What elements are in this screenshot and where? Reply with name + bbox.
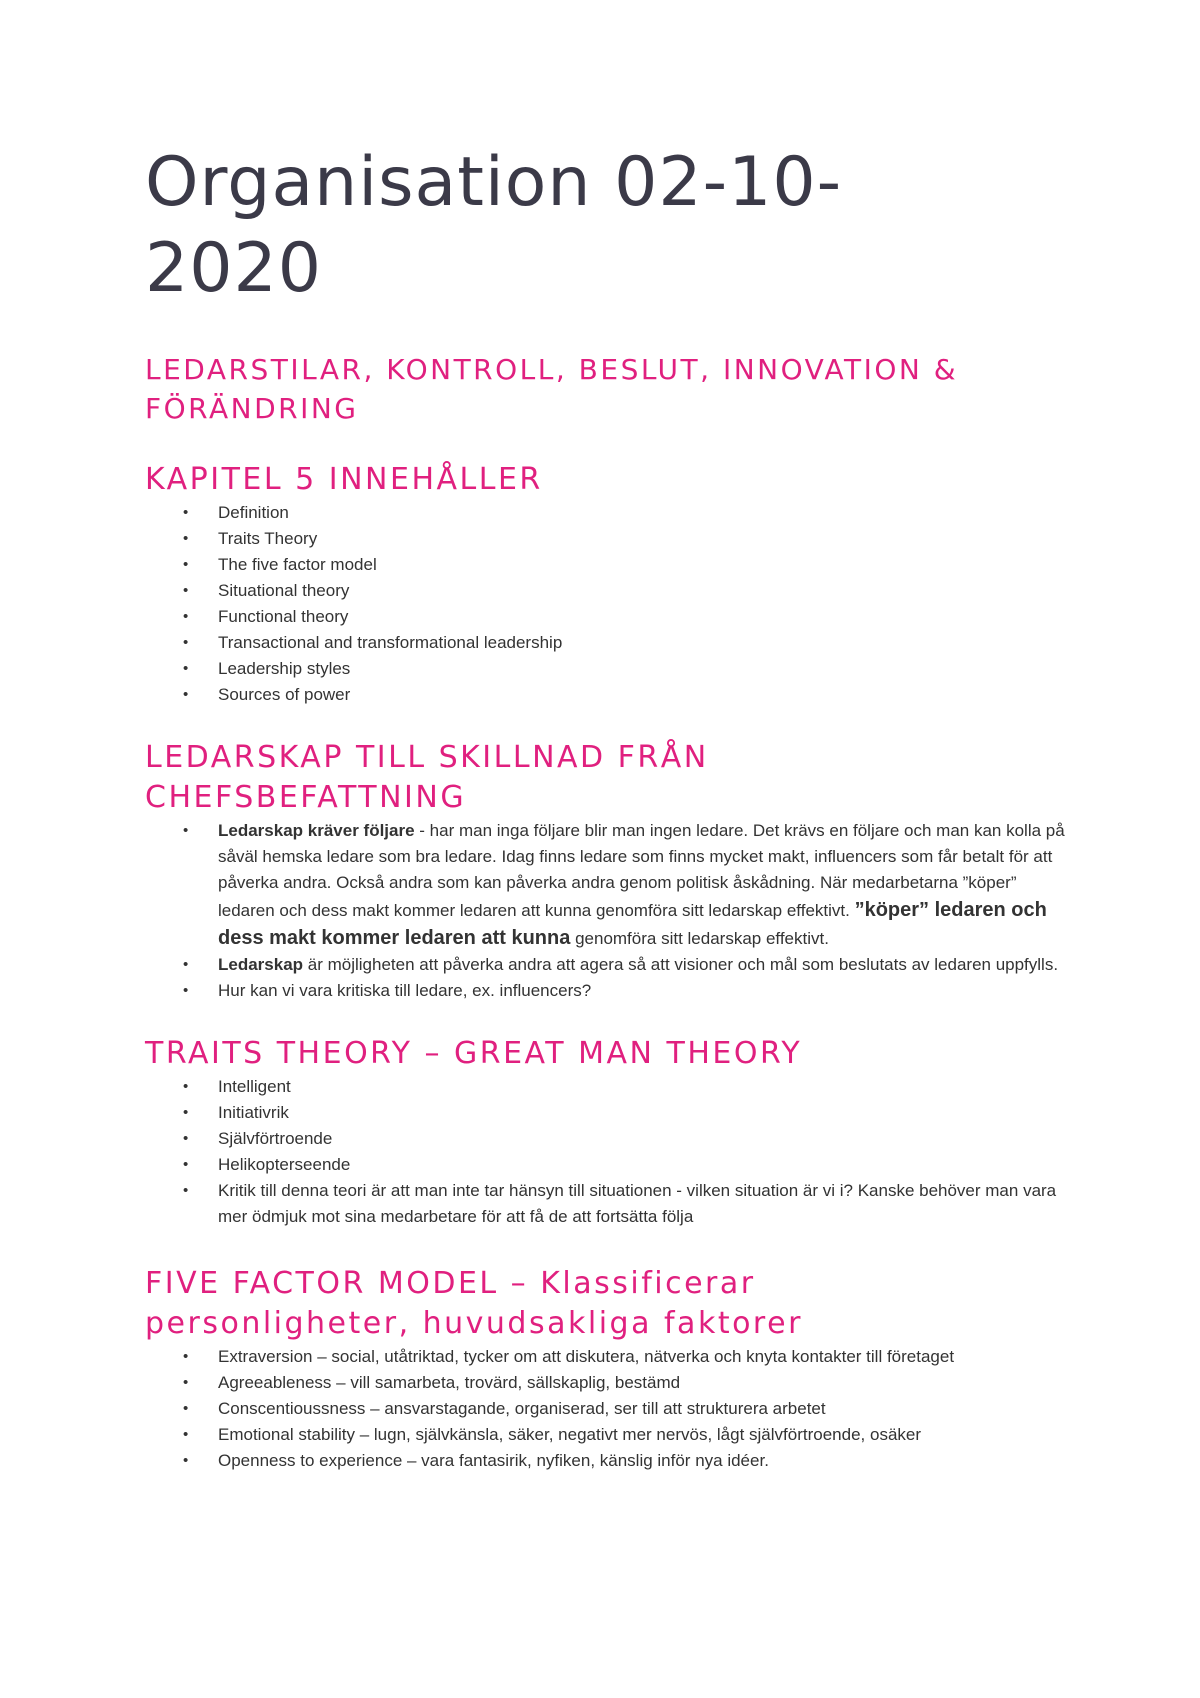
bullet-icon: • [183, 660, 189, 677]
list-item-text: Conscentioussness – ansvarstagande, organiserad, ser till att strukturera arbetet [218, 1399, 826, 1418]
bullet-icon: • [183, 956, 189, 973]
list-item [145, 682, 1085, 708]
bullet-icon: • [183, 1374, 189, 1391]
list-item [145, 952, 1085, 978]
list-item-text: Leadership styles [218, 659, 351, 678]
bullet-icon: • [183, 1078, 189, 1095]
list-item-text: The five factor model [218, 555, 377, 574]
list-item-text: Definition [218, 503, 289, 522]
bullet-icon: • [183, 608, 189, 625]
document-content [145, 140, 1085, 1474]
list-item [145, 978, 1085, 1004]
list-item [145, 1152, 1085, 1178]
list-item [145, 578, 1085, 604]
document-title: Organisation 02-10-2020 [145, 143, 843, 308]
bullet-icon: • [183, 582, 189, 599]
list-item-text: Traits Theory [218, 529, 318, 548]
bullet-icon: • [183, 1130, 189, 1147]
five-factor-list [145, 1344, 1085, 1474]
bullet-icon: • [183, 1400, 189, 1417]
list-item-bold: Ledarskap [218, 955, 304, 974]
bullet-icon: • [183, 1104, 189, 1121]
list-item-text: Extraversion – social, utåtriktad, tycker om att diskutera, nätverka och knyta kontakter till företaget [218, 1347, 955, 1366]
list-item [145, 1370, 1085, 1396]
list-item-text: är möjligheten att påverka andra att agera så att visioner och mål som beslutats av ledaren uppfylls. [303, 955, 1059, 974]
list-item [145, 1178, 1085, 1230]
bullet-icon: • [183, 1452, 189, 1469]
list-item-text: Transactional and transformational leadership [218, 633, 563, 652]
list-item [145, 1396, 1085, 1422]
section-heading-kapitel-5: KAPITEL 5 INNEHÅLLER [145, 462, 543, 497]
list-item [145, 630, 1085, 656]
bullet-icon: • [183, 556, 189, 573]
list-item-bold-large: ”köper” ledaren och dess makt kommer ledaren att kunna [218, 899, 1047, 949]
list-item-text-after: genomföra sitt ledarskap effektivt. [570, 929, 829, 948]
bullet-icon: • [183, 1426, 189, 1443]
list-item-text: Situational theory [218, 581, 350, 600]
list-item [145, 604, 1085, 630]
list-item [145, 1448, 1085, 1474]
list-item-text: Hur kan vi vara kritiska till ledare, ex. influencers? [218, 981, 592, 1000]
list-item [145, 552, 1085, 578]
section-heading-ledarstilar: LEDARSTILAR, KONTROLL, BESLUT, INNOVATION & FÖRÄNDRING [145, 353, 959, 425]
list-item-text: Emotional stability – lugn, självkänsla, säker, negativt mer nervös, lågt självförtroende, osäker [218, 1425, 922, 1444]
list-item-text: Kritik till denna teori är att man inte tar hänsyn till situationen - vilken situation är vi i? Kanske behöver man vara mer ödmjuk mot sina medarbetare för att få de att fortsätta följa [218, 1181, 1057, 1226]
bullet-icon: • [183, 530, 189, 547]
list-item-text: Openness to experience – vara fantasirik, nyfiken, känslig inför nya idéer. [218, 1451, 769, 1470]
bullet-icon: • [183, 504, 189, 521]
list-item [145, 1126, 1085, 1152]
bullet-icon: • [183, 822, 189, 839]
kapitel-5-list [145, 500, 1085, 708]
list-item [145, 1074, 1085, 1100]
section-heading-five-factor-model: FIVE FACTOR MODEL – Klassificerar personligheter, huvudsakliga faktorer [145, 1266, 803, 1341]
bullet-icon: • [183, 686, 189, 703]
traits-theory-list [145, 1074, 1085, 1230]
list-item-text: - har man inga följare blir man ingen ledare. Det krävs en följare och man kan kolla på såväl hemska ledare som bra ledare. Idag finns ledare som finns mycket makt, influencers som får betalt för att påverka andra. Också andra som kan påverka andra genom politisk åskådning. När medarbetarna ”köper” ledaren och dess makt kommer ledaren att kunna genomföra sitt ledarskap effektivt. [218, 821, 1065, 920]
list-item [145, 526, 1085, 552]
list-item-text: Intelligent [218, 1077, 291, 1096]
list-item-text: Agreeableness – vill samarbeta, trovärd, sällskaplig, bestämd [218, 1373, 681, 1392]
list-item-bold: Ledarskap kräver följare [218, 821, 415, 840]
bullet-icon: • [183, 634, 189, 651]
list-item-text: Helikopterseende [218, 1155, 351, 1174]
list-item-text: Sources of power [218, 685, 351, 704]
list-item-text: Initiativrik [218, 1103, 289, 1122]
bullet-icon: • [183, 982, 189, 999]
list-item [145, 500, 1085, 526]
list-item-text: Självförtroende [218, 1129, 333, 1148]
list-item [145, 1422, 1085, 1448]
section-heading-traits-theory: TRAITS THEORY – GREAT MAN THEORY [145, 1036, 803, 1071]
list-item [145, 1344, 1085, 1370]
bullet-icon: • [183, 1182, 189, 1199]
list-item-text: Functional theory [218, 607, 349, 626]
ledarskap-list [145, 818, 1085, 1004]
list-item [145, 818, 1085, 952]
list-item [145, 656, 1085, 682]
bullet-icon: • [183, 1156, 189, 1173]
section-heading-ledarskap: LEDARSKAP TILL SKILLNAD FRÅN CHEFSBEFATTNING [145, 740, 709, 815]
list-item [145, 1100, 1085, 1126]
bullet-icon: • [183, 1348, 189, 1365]
